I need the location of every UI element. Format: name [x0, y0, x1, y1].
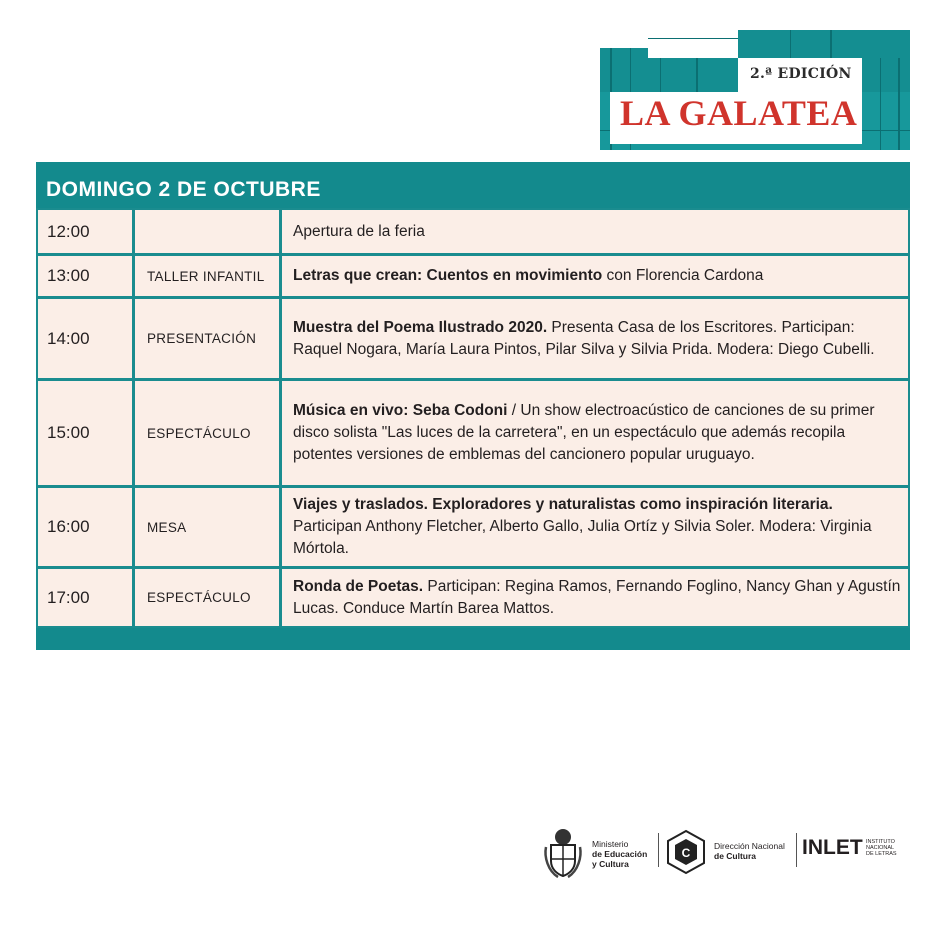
sponsor-logos — [540, 823, 910, 883]
inlet-sub-2: NACIONAL — [866, 845, 895, 851]
footer-separator — [796, 833, 797, 867]
row-type: PRESENTACIÓN — [135, 299, 279, 378]
dnc-line-1: Dirección Nacional — [714, 841, 785, 851]
row-details: / Un show electroacústico de canciones de su primer disco solista "Las luces de la carretera", en un espectáculo que además recopila potentes versiones de emblemas del cancionero popular uruguayo. — [293, 402, 875, 463]
row-time: 12:00 — [38, 210, 132, 253]
row-time: 13:00 — [38, 256, 132, 296]
row-time: 14:00 — [38, 299, 132, 378]
row-details: Presenta Casa de los Escritores. Participan: Raquel Nogara, María Laura Pintos, Pilar Silva y Silvia Prida. Modera: Diego Cubelli. — [293, 318, 875, 358]
mec-line-2: de Educación — [592, 849, 648, 859]
edition-label: 2.ª EDICIÓN — [750, 66, 852, 82]
row-type: ESPECTÁCULO — [135, 569, 279, 626]
row-type: ESPECTÁCULO — [135, 381, 279, 485]
inlet-sub-1: INSTITUTO — [866, 839, 895, 845]
row-description — [282, 256, 908, 296]
row-time: 17:00 — [38, 569, 132, 626]
row-details: Participan: Regina Ramos, Fernando Foglino, Nancy Ghan y Agustín Lucas. Conduce Martín Barea Mattos. — [293, 577, 901, 617]
mec-line-1: Ministerio — [592, 839, 629, 849]
row-title: Ronda de Poetas. — [293, 577, 424, 595]
row-time: 16:00 — [38, 488, 132, 566]
row-title: Muestra del Poema Ilustrado 2020. — [293, 318, 548, 336]
row-time: 15:00 — [38, 381, 132, 485]
row-description — [282, 488, 908, 566]
row-type: TALLER INFANTIL — [135, 256, 279, 296]
table-footer-bar — [36, 628, 910, 650]
uruguay-coat-of-arms-icon — [542, 825, 584, 881]
logo-title: LA GALATEA — [620, 93, 858, 133]
inlet-logo: INLET — [802, 836, 863, 859]
row-title: Música en vivo: Seba Codoni — [293, 402, 508, 419]
row-type: MESA — [135, 488, 279, 566]
day-title: DOMINGO 2 DE OCTUBRE — [46, 178, 321, 201]
row-type — [135, 210, 279, 253]
day-header — [36, 162, 910, 208]
inlet-sub-3: DE LETRAS — [866, 851, 897, 857]
row-details: Apertura de la feria — [293, 222, 425, 240]
la-galatea-logo — [600, 30, 910, 150]
row-description — [282, 210, 908, 253]
row-description — [282, 299, 908, 378]
row-description — [282, 381, 908, 485]
row-details: con Florencia Cardona — [602, 267, 764, 284]
row-title: Viajes y traslados. Exploradores y naturalistas como inspiración literaria. — [293, 496, 833, 513]
dnc-line-2: de Cultura — [714, 851, 757, 861]
row-title: Letras que crean: Cuentos en movimiento — [293, 267, 603, 284]
mec-line-3: y Cultura — [592, 859, 629, 869]
svg-text:C: C — [681, 846, 691, 860]
cultura-hexagon-icon — [664, 829, 708, 875]
row-description — [282, 569, 908, 626]
row-details: Participan Anthony Fletcher, Alberto Gallo, Julia Ortíz y Silvia Soler. Modera: Virginia Mórtola. — [293, 518, 872, 557]
footer-separator — [658, 833, 659, 867]
